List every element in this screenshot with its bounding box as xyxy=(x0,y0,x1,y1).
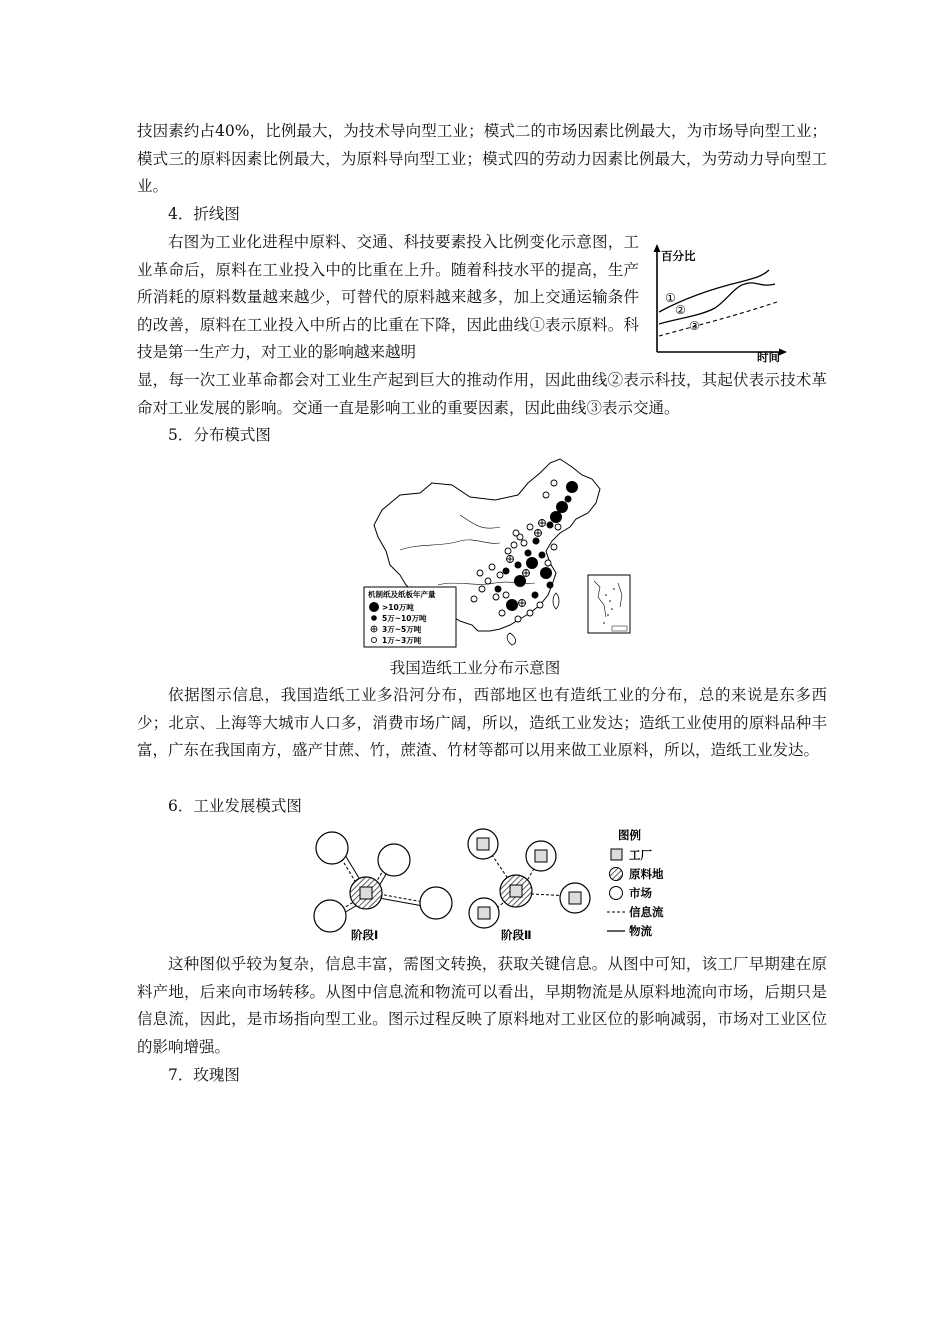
legend-market-icon xyxy=(610,887,623,900)
legend-info-flow-label: 信息流 xyxy=(629,905,664,919)
legend-market-label: 市场 xyxy=(629,886,652,900)
legend-symbol-cross xyxy=(371,626,377,632)
south-sea-inset xyxy=(588,575,630,633)
heading-industry-model: 6．工业发展模式图 xyxy=(168,797,302,815)
legend-factory-label: 工厂 xyxy=(629,848,652,862)
stage1-market-3 xyxy=(420,887,452,919)
stage2-factory xyxy=(510,885,522,897)
heading-distribution-map: 5．分布模式图 xyxy=(168,426,271,444)
model-legend xyxy=(607,828,664,938)
stage1-market-2 xyxy=(378,844,410,876)
curve-label-3: ③ xyxy=(689,319,700,333)
x-axis-arrow xyxy=(779,349,787,356)
legend-symbol-open xyxy=(371,637,376,642)
hainan-island xyxy=(507,633,515,645)
inset-label-box xyxy=(612,626,627,631)
industry-model-figure xyxy=(305,824,685,946)
map-caption: 我国造纸工业分布示意图 xyxy=(389,659,561,677)
industry-model-paragraph: 这种图似乎较为复杂，信息丰富，需图文转换，获取关键信息。从图中可知，该工厂早期建在原料产地，后来向市场转移。从图中信息流和物流可以看出，早期物流是从原料地流向市场，后期只是信息流，因此，是市场指向型工业。图示过程反映了原料地对工业区位的影响减弱，市场对工业区位的影响增强。 xyxy=(137,955,827,1056)
model-legend-title: 图例 xyxy=(618,828,641,842)
stage-1-diagram xyxy=(314,832,452,942)
line-chart-paragraph-cont: 显，每一次工业革命都会对工业生产起到巨大的推动作用，因此曲线②表示科技，其起伏表示技术革命对工业发展的影响。交通一直是影响工业的重要因素，因此曲线③表示交通。 xyxy=(137,371,827,417)
legend-label-open: 1万~3万吨 xyxy=(382,636,422,645)
map-legend-title: 机制纸及纸板年产量 xyxy=(368,590,436,599)
curve-label-2: ② xyxy=(675,303,686,317)
legend-raw-material-label: 原料地 xyxy=(629,867,664,881)
legend-raw-material-icon xyxy=(610,868,623,881)
curve-label-1: ① xyxy=(665,291,676,305)
legend-factory-icon xyxy=(611,849,622,860)
heading-rose-chart: 7．玫瑰图 xyxy=(168,1066,240,1084)
stage-1-label: 阶段Ⅰ xyxy=(351,928,379,942)
stage1-market-4 xyxy=(314,900,346,932)
taiwan-island xyxy=(553,593,559,609)
x-axis-label: 时间 xyxy=(757,350,780,364)
y-axis-label: 百分比 xyxy=(661,249,696,263)
heading-line-chart: 4．折线图 xyxy=(168,205,240,223)
y-axis-arrow xyxy=(654,244,661,252)
legend-label-large: >10万吨 xyxy=(382,603,414,612)
legend-label-cross: 3万~5万吨 xyxy=(382,625,422,634)
stage-2-diagram xyxy=(468,829,590,942)
stage1-market-1 xyxy=(316,832,348,864)
intro-paragraph: 技因素约占40%，比例最大，为技术导向型工业；模式二的市场因素比例最大，为市场导向型工业；模式三的原料因素比例最大，为原料导向型工业；模式四的劳动力因素比例最大，为劳动力导向型工业。 xyxy=(137,122,827,196)
legend-goods-flow-label: 物流 xyxy=(629,924,652,938)
legend-label-medium: 5万~10万吨 xyxy=(382,614,427,623)
legend-symbol-medium xyxy=(371,615,377,621)
stage-2-label: 阶段Ⅱ xyxy=(501,928,532,942)
china-paper-industry-map xyxy=(360,455,640,650)
legend-symbol-large xyxy=(369,602,379,612)
line-chart-paragraph: 右图为工业化进程中原料、交通、科技要素投入比例变化示意图，工业革命后，原料在工业投入中的比重在上升。随着科技水平的提高，生产所消耗的原料数量越来越少，可替代的原料越来越多，加上交通运输条件的改善，原料在工业投入中所占的比重在下降，因此曲线①表示原料。科技是第一生产力，对工业的影响越来越明 xyxy=(137,233,639,362)
distribution-paragraph: 依据图示信息，我国造纸工业多沿河分布，西部地区也有造纸工业的分布，总的来说是东多西少；北京、上海等大城市人口多，消费市场广阔，所以，造纸工业发达；造纸工业使用的原料品种丰富，广东在我国南方，盛产甘蔗、竹，蔗渣、竹材等都可以用来做工业原料，所以，造纸工业发达。 xyxy=(137,686,827,760)
line-chart-figure xyxy=(645,240,790,365)
stage1-factory xyxy=(360,887,372,899)
